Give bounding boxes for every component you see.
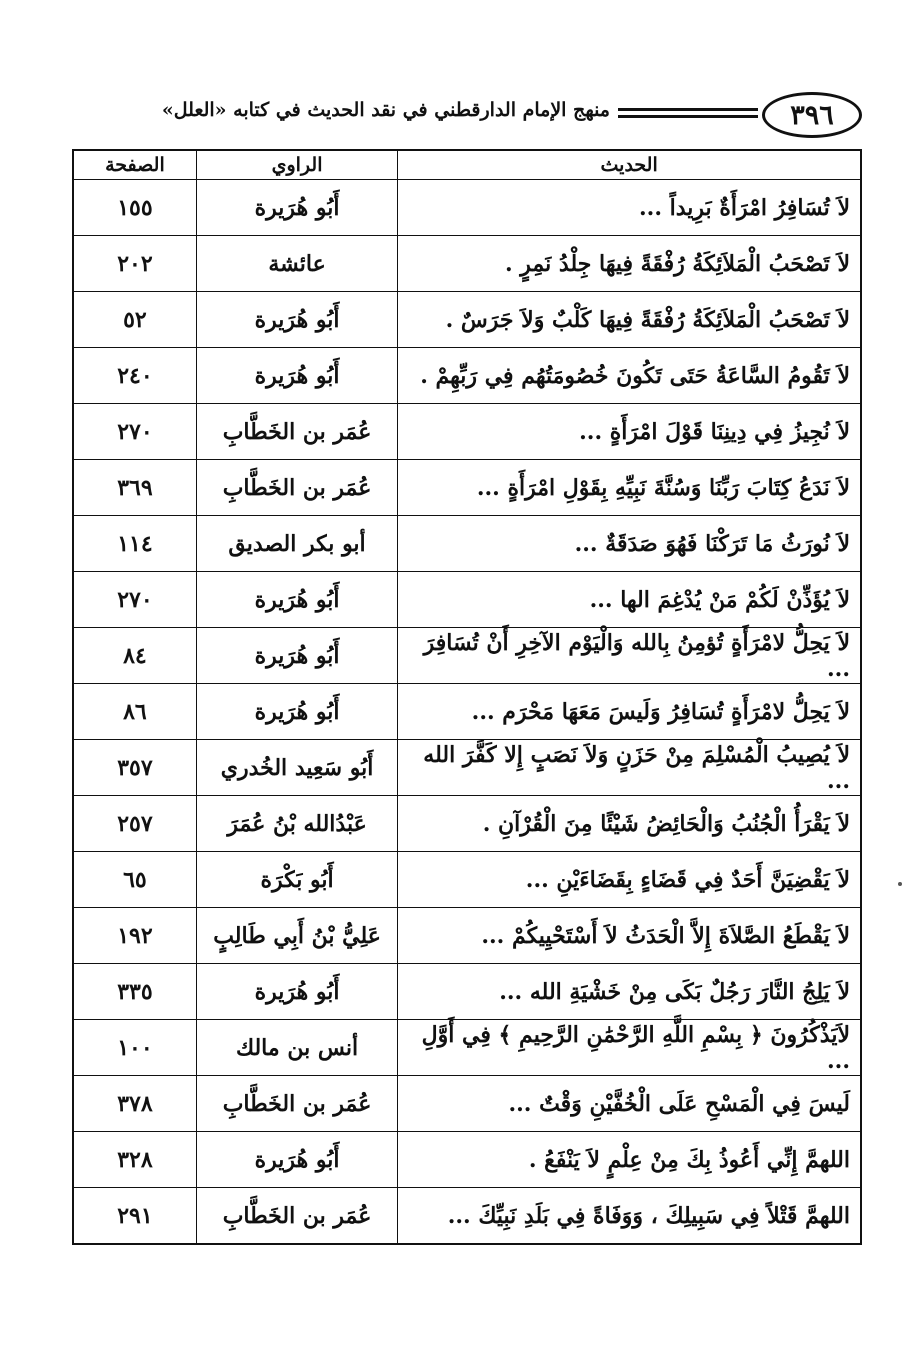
page-cell: ١١٤ <box>73 516 196 572</box>
page-cell: ٢٤٠ <box>73 348 196 404</box>
page-cell: ٥٢ <box>73 292 196 348</box>
hadith-cell: لاَ تَقُومُ السَّاعَةُ حَتَى تَكُونَ خُصُومَتُهُم فِي رَبِّهِمْ . <box>398 348 861 404</box>
narrator-cell: عَبْدُالله بْنُ عُمَرَ <box>196 796 397 852</box>
hadith-cell: لاَ يَقْطَعُ الصَّلاَةَ إِلاَّ الْحَدَثُ لاَ أَسْتَحْيِيكُمْ ... <box>398 908 861 964</box>
narrator-cell: أَبُو هُرَيرة <box>196 964 397 1020</box>
narrator-cell: أَبُو هُرَيرة <box>196 572 397 628</box>
table-row <box>73 404 861 460</box>
page-cell: ١٠٠ <box>73 1020 196 1076</box>
table-row <box>73 1020 861 1076</box>
narrator-cell: أبو بكر الصديق <box>196 516 397 572</box>
hadith-cell: لاَ يَحِلُّ لامْرَأَةٍ تُسَافِرُ وَلَيسَ مَعَهَا مَحْرَم ... <box>398 684 861 740</box>
page-cell: ١٩٢ <box>73 908 196 964</box>
table-row <box>73 740 861 796</box>
table-row <box>73 292 861 348</box>
table-row <box>73 1076 861 1132</box>
narrator-cell: عُمَر بن الخَطَّابِ <box>196 404 397 460</box>
hadith-cell: لاَ يُصِيبُ الْمُسْلِمَ مِنْ حَزَنٍ وَلاَ نَصَبٍ إِلا كَفَّرَ الله ... <box>398 740 861 796</box>
page-cell: ٨٤ <box>73 628 196 684</box>
table-row <box>73 908 861 964</box>
page-cell: ٣٢٨ <box>73 1132 196 1188</box>
column-header-narrator: الراوي <box>196 150 397 180</box>
narrator-cell: عُمَر بن الخَطَّابِ <box>196 460 397 516</box>
narrator-cell: أَبُو هُرَيرة <box>196 292 397 348</box>
hadith-cell: لاَ يَقْضِيَنَّ أَحَدٌ فِي قَضَاءٍ بِقَضَاءَيْنِ ... <box>398 852 861 908</box>
table-row <box>73 964 861 1020</box>
narrator-cell: عُمَر بن الخَطَّابِ <box>196 1076 397 1132</box>
table-row <box>73 460 861 516</box>
narrator-cell: أَبُو هُرَيرة <box>196 348 397 404</box>
table-row <box>73 180 861 236</box>
table-row <box>73 796 861 852</box>
page-header <box>62 86 862 144</box>
table-row <box>73 684 861 740</box>
column-header-hadith: الحديث <box>398 150 861 180</box>
narrator-cell: أَبُو هُرَيرة <box>196 1132 397 1188</box>
hadith-cell: لاَ تَصْحَبُ الْمَلاَئِكَةُ رُفْقَةً فِيهَا كَلْبٌ وَلاَ جَرَسٌ . <box>398 292 861 348</box>
margin-speck <box>898 882 902 886</box>
page-cell: ١٥٥ <box>73 180 196 236</box>
hadith-cell: لاَ نُورَثُ مَا تَرَكْنَا فَهُوَ صَدَقَةٌ ... <box>398 516 861 572</box>
table-header-row <box>73 150 861 180</box>
table-row <box>73 1188 861 1245</box>
page-cell: ٢٥٧ <box>73 796 196 852</box>
table-row <box>73 852 861 908</box>
page-cell: ٣٥٧ <box>73 740 196 796</box>
table-row <box>73 236 861 292</box>
page-cell: ٢٩١ <box>73 1188 196 1245</box>
page-cell: ٢٧٠ <box>73 404 196 460</box>
hadith-cell: لاَ يَقْرَأُ الْجُنُبُ وَالْحَائِضُ شَيْئًا مِنَ الْقُرْآنِ . <box>398 796 861 852</box>
page-cell: ٨٦ <box>73 684 196 740</box>
hadith-cell: اللهمَّ قَتْلاً فِي سَبِيلِكَ ، وَوَفَاةً فِي بَلَدِ نَبِيِّكَ ... <box>398 1188 861 1245</box>
narrator-cell: عَلِيُّ بْنُ أَبِي طَالِبٍ <box>196 908 397 964</box>
hadith-cell: لاَ تُسَافِرُ امْرَأَةٌ بَرِيداً ... <box>398 180 861 236</box>
hadith-index-table <box>72 149 862 1245</box>
hadith-cell: اللهمَّ إِنِّي أَعُوذُ بِكَ مِنْ عِلْمٍ لاَ يَنْفَعُ . <box>398 1132 861 1188</box>
table-row <box>73 1132 861 1188</box>
page-cell: ٢٧٠ <box>73 572 196 628</box>
page-cell: ٣٧٨ <box>73 1076 196 1132</box>
hadith-cell: لاَ تَصْحَبُ الْمَلاَئِكَةُ رُفْقَةً فِيهَا جِلْدُ نَمِرٍ . <box>398 236 861 292</box>
header-rule <box>618 108 758 118</box>
narrator-cell: أَبُو بَكْرَة <box>196 852 397 908</box>
hadith-cell: لاَ نَدَعُ كِتَابَ رَبِّنَا وَسُنَّةَ نَبِيِّهِ بِقَوْلِ امْرَأَةٍ ... <box>398 460 861 516</box>
table-row <box>73 628 861 684</box>
page-number: ٣٩٦ <box>762 92 862 138</box>
narrator-cell: أَبُو هُرَيرة <box>196 628 397 684</box>
narrator-cell: عُمَر بن الخَطَّابِ <box>196 1188 397 1245</box>
page-cell: ٣٦٩ <box>73 460 196 516</box>
narrator-cell: أنس بن مالك <box>196 1020 397 1076</box>
narrator-cell: أَبُو هُرَيرة <box>196 684 397 740</box>
narrator-cell: أَبُو هُرَيرة <box>196 180 397 236</box>
hadith-cell: لاَ نُجِيزُ فِي دِينِنَا قَوْلَ امْرَأَةٍ ... <box>398 404 861 460</box>
running-title: منهج الإمام الدارقطني في نقد الحديث في كتابه «العلل» <box>161 99 610 121</box>
hadith-cell: لاَيَذْكُرُونَ ﴿ بِسْمِ اللَّهِ الرَّحْمَٰنِ الرَّحِيمِ ﴾ فِي أَوَّلِ ... <box>398 1020 861 1076</box>
page-cell: ٢٠٢ <box>73 236 196 292</box>
hadith-cell: لاَ يُؤَذِّنْ لَكُمْ مَنْ يُدْغِمَ الها ... <box>398 572 861 628</box>
hadith-cell: لاَ يَحِلُّ لامْرَأَةٍ تُؤمِنُ بِالله وَالْيَوْم الآخِرِ أَنْ تُسَافِرَ ... <box>398 628 861 684</box>
narrator-cell: أَبُو سَعِيد الخُدري <box>196 740 397 796</box>
page-cell: ٣٣٥ <box>73 964 196 1020</box>
narrator-cell: عائشة <box>196 236 397 292</box>
hadith-cell: لاَ يَلِجُ النَّارَ رَجُلٌ بَكَى مِنْ خَشْيَةِ الله ... <box>398 964 861 1020</box>
hadith-cell: لَيسَ فِي الْمَسْحِ عَلَى الْخُفَّيْنِ وَقْتٌ ... <box>398 1076 861 1132</box>
page-cell: ٦٥ <box>73 852 196 908</box>
table-row <box>73 348 861 404</box>
table-row <box>73 572 861 628</box>
column-header-page: الصفحة <box>73 150 196 180</box>
table-row <box>73 516 861 572</box>
